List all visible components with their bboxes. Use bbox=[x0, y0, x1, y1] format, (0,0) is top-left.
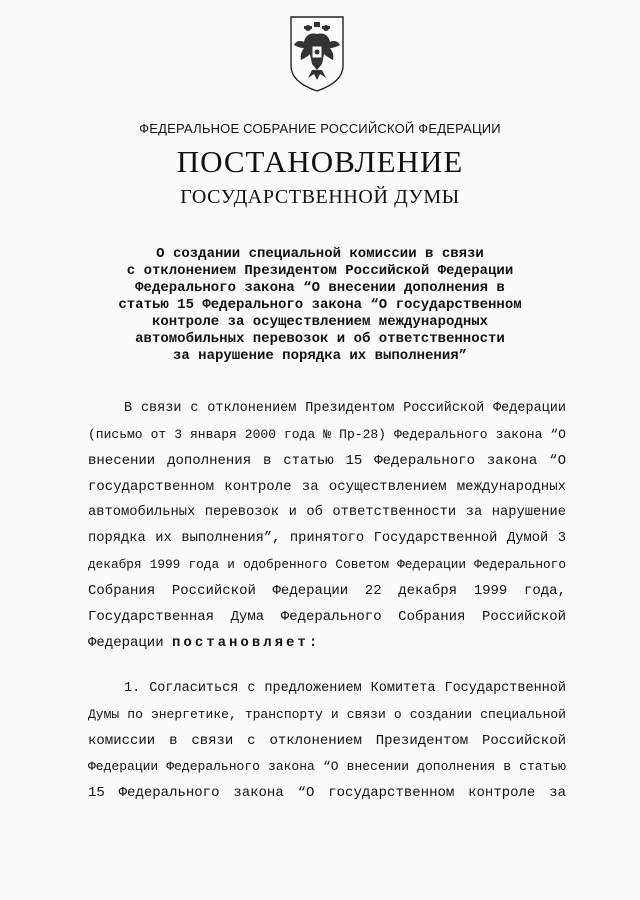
paragraph-line: комиссии в связи с отклонением Президентом Российской bbox=[88, 733, 566, 749]
document-subtitle: ГОСУДАРСТВЕННОЙ ДУМЫ bbox=[180, 186, 460, 208]
paragraph-line: В связи с отклонением Президентом Российской Федерации bbox=[124, 401, 566, 416]
paragraph-line: 15 Федерального закона “О государственном контроле за bbox=[88, 785, 566, 801]
coat-of-arms-icon bbox=[288, 14, 346, 94]
paragraph-line: Собрания Российской Федерации 22 декабря 1999 года, bbox=[88, 583, 566, 599]
heading-line: О создании специальной комиссии в связи bbox=[156, 246, 484, 262]
heading-line: статью 15 Федерального закона “О государственном bbox=[118, 297, 522, 313]
preamble-paragraph bbox=[88, 396, 566, 656]
organization-name: ФЕДЕРАЛЬНОЕ СОБРАНИЕ РОССИЙСКОЙ ФЕДЕРАЦИИ bbox=[139, 121, 501, 136]
paragraph-last-prefix: Федерации bbox=[88, 635, 173, 651]
paragraph-last-line bbox=[88, 630, 566, 656]
heading-line: Федерального закона “О внесении дополнения в bbox=[135, 280, 505, 296]
paragraph-line: автомобильных перевозок и об ответственности за нарушение bbox=[88, 505, 566, 520]
paragraph-line: 1. Согласиться с предложением Комитета Государственной bbox=[124, 681, 566, 696]
coat-of-arms-graphic bbox=[288, 14, 346, 94]
paragraph-line: (письмо от 3 января 2000 года № Пр-28) Федерального закона “О bbox=[88, 427, 566, 442]
heading-line: автомобильных перевозок и об ответственности bbox=[135, 331, 505, 347]
paragraph-line: Федерации Федерального закона “О внесении дополнения в статью bbox=[88, 759, 566, 774]
heading-line: контроле за осуществлением международных bbox=[151, 314, 489, 330]
document-title: ПОСТАНОВЛЕНИЕ bbox=[176, 144, 464, 179]
paragraph-line: внесении дополнения в статью 15 Федерального закона “О bbox=[88, 453, 566, 469]
paragraph-line: порядка их выполнения”, принятого Государственной Думой 3 bbox=[88, 531, 566, 546]
paragraph-line: государственном контроле за осуществлением международных bbox=[88, 479, 566, 495]
resolution-heading bbox=[100, 246, 540, 365]
heading-line: за нарушение порядка их выполнения” bbox=[172, 348, 468, 364]
paragraph-line: декабря 1999 года и одобренного Советом Федерации Федерального bbox=[88, 557, 566, 572]
paragraph-line: Государственная Дума Федерального Собрания Российской bbox=[88, 609, 566, 625]
clause-1-paragraph bbox=[88, 676, 566, 806]
heading-line: с отклонением Президентом Российской Федерации bbox=[126, 263, 514, 279]
resolves-keyword: постановляет: bbox=[172, 635, 321, 651]
paragraph-line: Думы по энергетике, транспорту и связи о создании специальной bbox=[88, 707, 566, 722]
